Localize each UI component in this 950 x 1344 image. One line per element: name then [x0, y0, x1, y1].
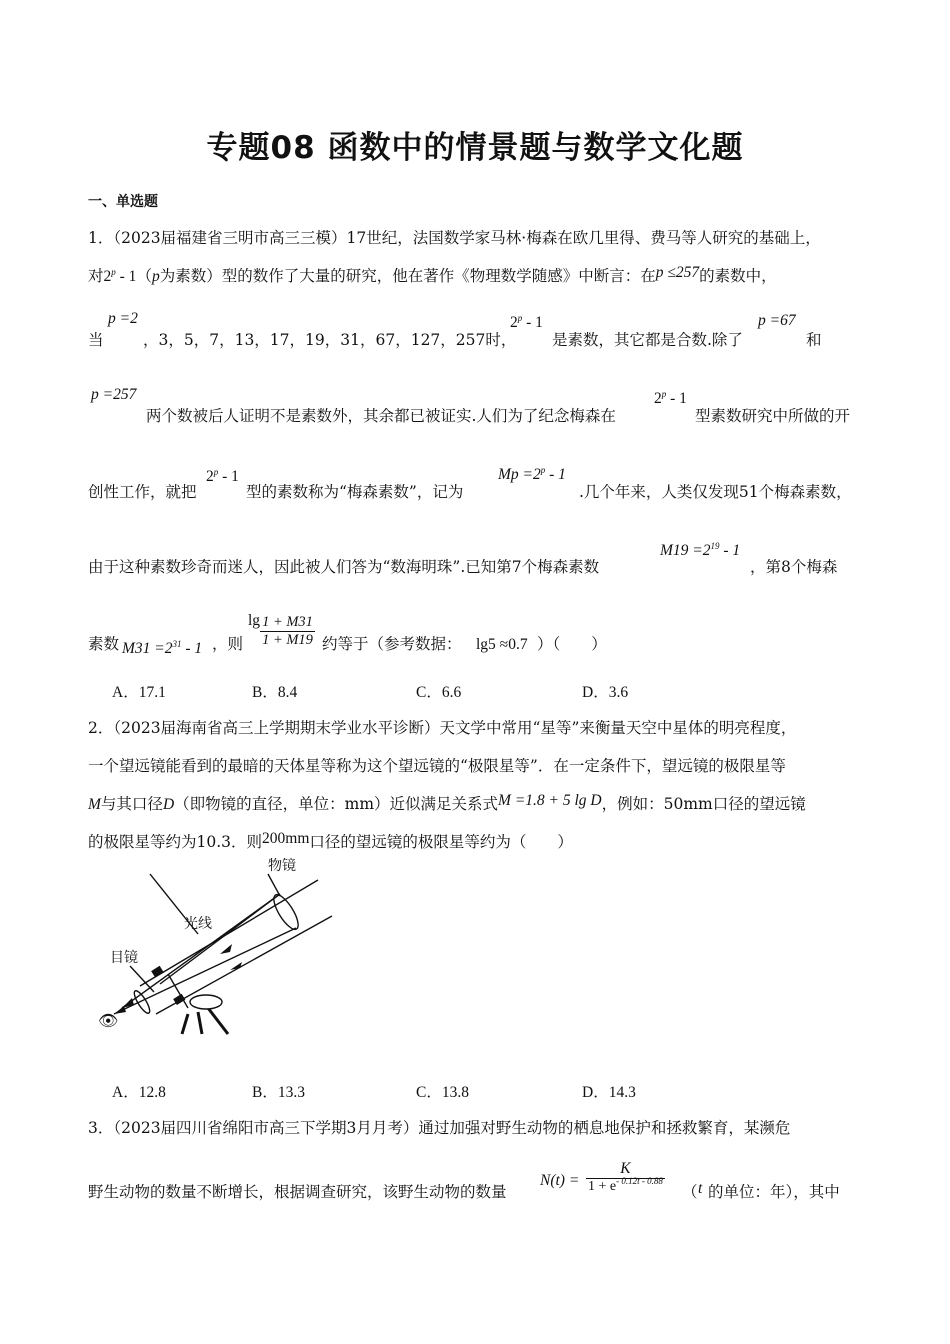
q1-option-d[interactable]: D．3.6 [582, 684, 629, 701]
section-heading: 一、单选题 [88, 194, 158, 210]
page-title: 专题08 函数中的情景题与数学文化题 [206, 130, 744, 166]
q2-line4: 的极限星等约为10.3．则200mm口径的望远镜的极限星等约为（ ） [88, 830, 573, 851]
ray-mid [160, 894, 280, 984]
arrow-3 [220, 944, 232, 954]
formula-mp: $Mp =2^p - 1$ [498, 465, 566, 483]
formula-p-eq-257: p =257 [91, 386, 137, 403]
formula-lg5: lg5 ≈0.7 [476, 636, 528, 653]
label-line-objective [268, 874, 280, 896]
q1-option-a[interactable]: A．17.1 [112, 684, 166, 701]
q2-line3: M与其口径D（即物镜的直径，单位：mm）近似满足关系式M =1.8 + 5 lg D，例如：50mm口径的望远镜 [88, 792, 806, 813]
formula-p-le-257: p ≤257 [655, 264, 700, 281]
formula-p-eq-67: p =67 [758, 312, 796, 329]
label-eyepiece: 目镜 [110, 950, 138, 966]
q1-line2: 对2$^p$ - 1（p为素数）型的数作了大量的研究，他在著作《物理数学随感》中断言：在p ≤257的素数中， [88, 264, 777, 285]
q2-option-d[interactable]: D．14.3 [582, 1084, 636, 1101]
q1-line4: p =257 两个数被后人证明不是素数外，其余都已被证实.人们为了纪念梅森在 2$^p$ - 1 型素数研究中所做的开 [91, 386, 851, 425]
formula-m31: $M31 =2^{31} - 1$ [122, 639, 203, 657]
q3-line2: 野生动物的数量不断增长，根据调查研究，该野生动物的数量 N(t) = $\frac{K}{1 + e^{- 0.12t - 0.88}}$ （ t 的单位：年），其中 [88, 1160, 840, 1201]
q1-line7: 素数 $M31 =2^{31} - 1$ ，则 lg $\frac{1 + M31}{1 + M19}$ 约等于（参考数据： lg5 ≈0.7 ）（ ） [88, 612, 607, 657]
q1-line5: 创性工作，就把 2$^p$ - 1 型的素数称为“梅森素数”，记为 $Mp =2^p - 1$ .几个年来，人类仅发现51个梅森素数， [88, 465, 852, 501]
tripod [182, 1008, 228, 1034]
mount [190, 995, 222, 1009]
formula-star-magnitude: M =1.8 + 5 lg D [498, 792, 602, 809]
label-objective: 物镜 [268, 858, 296, 874]
eye-icon: 👁 [98, 1011, 119, 1030]
formula-logistic: $\frac{K}{1 + e^{- 0.12t - 0.88}}$ [588, 1160, 663, 1194]
telescope-diagram [90, 858, 350, 1038]
formula-n-t: N(t) = [540, 1172, 580, 1189]
q2-line1: 2．（2023届海南省高三上学期期末学业水平诊断）天文学中常用“星等”来衡量天空中星体的明亮程度， [88, 719, 797, 737]
label-ray: 光线 [184, 916, 212, 932]
arrow-4 [230, 962, 242, 970]
q3-line1: 3．（2023届四川省绵阳市高三下学期3月月考）通过加强对野生动物的栖息地保护和拯救繁育，某濒危 [88, 1119, 791, 1137]
q1-option-c[interactable]: C．6.6 [416, 684, 462, 701]
q1-line3: 当 p =2 ，3，5，7，13，17，19，31，67，127，257时， 2$^p$ - 1 是素数，其它都是合数.除了 p =67 和 [88, 310, 822, 349]
bracket-1 [151, 966, 163, 977]
formula-mersenne-c: 2$^p$ - 1 [206, 467, 239, 485]
q1-line1: 1．（2023届福建省三明市高三三模）17世纪，法国数学家马林·梅森在欧几里得、费马等人研究的基础上， [88, 229, 821, 247]
q2-option-c[interactable]: C．13.8 [416, 1084, 469, 1101]
q1-option-b[interactable]: B．8.4 [252, 684, 298, 701]
q2-option-a[interactable]: A．12.8 [112, 1084, 166, 1101]
formula-lg-fraction: lg $\frac{1 + M31}{1 + M19}$ [248, 612, 313, 648]
formula-m19: $M19 =2^{19} - 1$ [660, 541, 741, 559]
q1-line6: 由于这种素数珍奇而迷人，因此被人们答为“数海明珠”.已知第7个梅森素数 $M19 =2^{19} - 1$ ，第8个梅森 [88, 541, 838, 576]
q2-line2: 一个望远镜能看到的最暗的天体星等称为这个望远镜的“极限星等”．在一定条件下，望远镜的极限星等 [88, 757, 786, 775]
formula-mersenne-a: 2$^p$ - 1 [510, 313, 543, 331]
q2-option-b[interactable]: B．13.3 [252, 1084, 305, 1101]
formula-mersenne-b: 2$^p$ - 1 [654, 389, 687, 407]
formula-p-eq-2: p =2 [108, 310, 138, 327]
